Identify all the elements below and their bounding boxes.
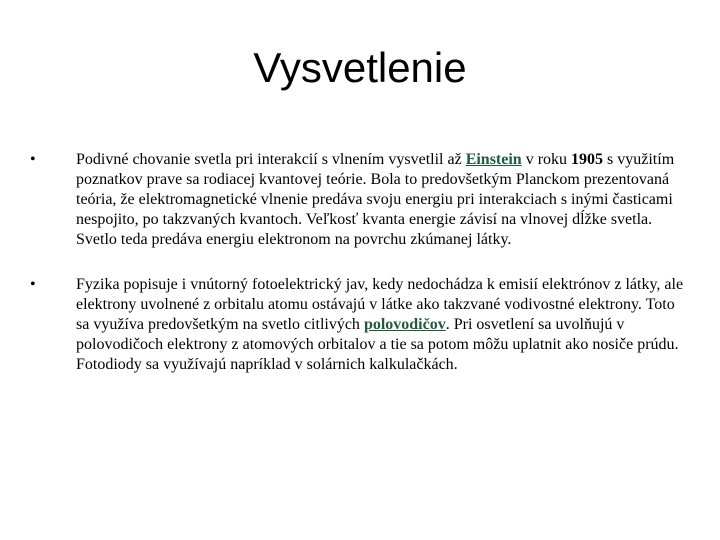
bullet-marker: • [30,151,36,168]
slide-title: Vysvetlenie [253,44,467,91]
bullet-marker: • [30,276,36,293]
bullet-text-part: s využitím poznatkov prave sa rodiacej kvantovej teórie. Bola to predovšetkým Planckom prezentovaná teória, že elektromagnetické vlnenie predáva svoju energiu pri interakciach s inými časticami nespojito, po takzvaných kvantoch. Veľkosť kvanta energie závisí na vlnovej dĺžke svetla. Svetlo teda predáva energiu elektronom na povrchu zkúmanej látky. [76,151,675,248]
bullet-item-semiconductor [30,275,690,375]
bullet-text-part: . Pri osvetlení sa uvolňujú v polovodičoch elektrony z atomových orbitalov a tie sa potom môžu uplatnit ako nosiče prúdu. Fotodiody sa využívajú napríklad v solárnich kalkulačkách. [76,316,679,373]
bullet-item-einstein [30,150,690,250]
bullet-text-part: Fyzika popisuje i vnútorný fotoelektrický jav, kedy nedochádza k emisií elektrónov z látky, ale elektrony uvolnené z orbitalu atomu ostávajú v látke ako takzvané vodivostné elektrony. Toto sa využíva predovšetkým na svetlo citlivých [76,276,684,333]
bullet-text [76,276,683,373]
year-value: 1905 [571,151,604,168]
semiconductor-link[interactable]: polovodičov [363,316,446,333]
bullet-text-part: v roku [521,151,572,168]
bullet-text-part: Podivné chovanie svetla pri interakcií s vlnením vysvetlil až [76,151,466,168]
einstein-link[interactable]: Einstein [465,151,522,168]
bullet-text [76,151,674,248]
bullet-list [30,150,690,400]
